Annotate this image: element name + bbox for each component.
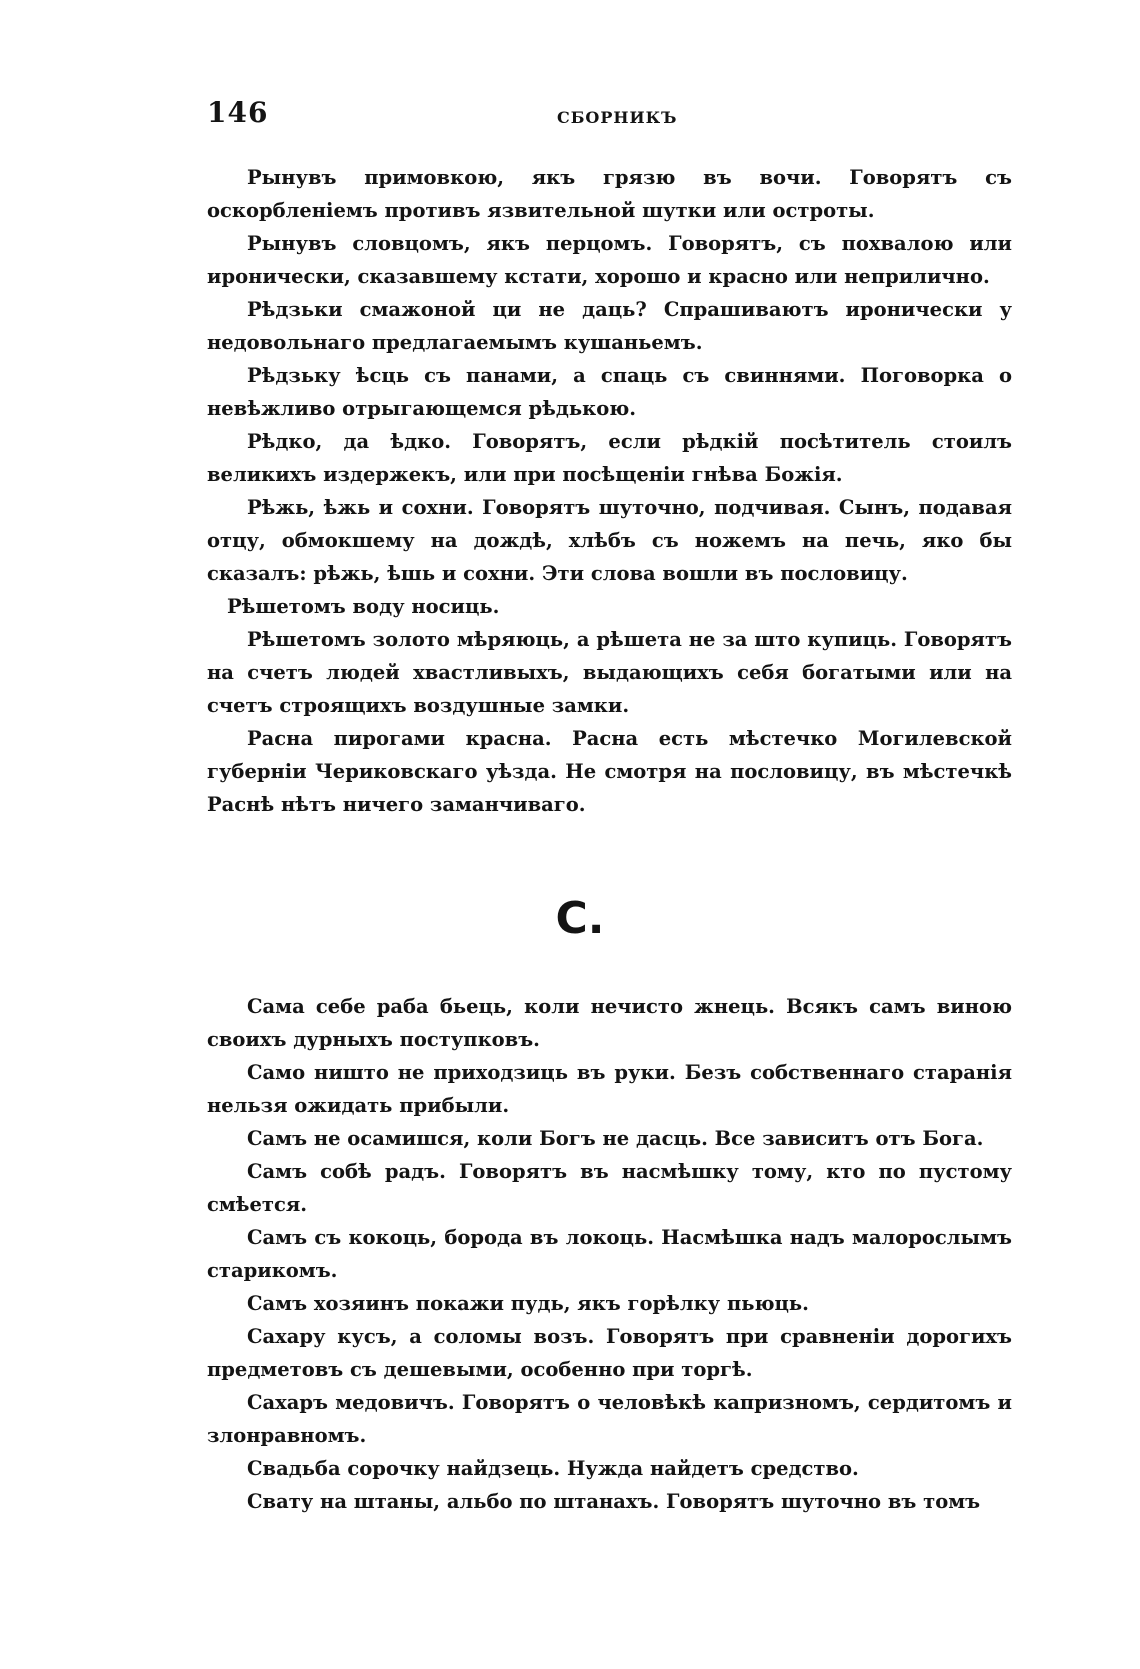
entry-paragraph: Свату на штаны, альбо по штанахъ. Говорятъ шуточно въ томъ — [247, 1490, 981, 1513]
entry-paragraph: Само ништо не приходзиць въ руки. Безъ собственнаго старанія нельзя ожидать прибыли. — [207, 1061, 1012, 1117]
entry-paragraph: Расна пирогами красна. Расна есть мѣстечко Могилевской губерніи Чериковскаго уѣзда. Не смотря на пословицу, въ мѣстечкѣ Раснѣ нѣтъ ничего заманчиваго. — [207, 727, 1012, 816]
entry-paragraph: Самъ хозяинъ покажи пудь, якъ горѣлку пьюць. — [247, 1292, 809, 1315]
entries-block-r — [207, 161, 1012, 821]
entry-paragraph: Самъ не осамишся, коли Богъ не дасць. Все зависитъ отъ Бога. — [247, 1127, 984, 1150]
entry-paragraph: Сахаръ медовичъ. Говорятъ о человѣкѣ капризномъ, сердитомъ и злонравномъ. — [207, 1391, 1012, 1447]
entry-paragraph: Рѣдзьку ѣсць съ панами, а спаць съ свиннями. Поговорка о невѣжливо отрыгающемся рѣдькою. — [207, 364, 1012, 420]
entry-paragraph: Свадьба сорочку найдзець. Нужда найдетъ средство. — [247, 1457, 859, 1480]
section-heading-letter: С. — [555, 893, 605, 944]
entry-paragraph: Рѣшетомъ воду носиць. — [227, 595, 500, 618]
entry-paragraph: Рынувъ примовкою, якъ грязю въ вочи. Говорятъ съ оскорбленіемъ противъ язвительной шутки или остроты. — [207, 166, 1012, 222]
entry-paragraph: Самъ собѣ радъ. Говорятъ въ насмѣшку тому, кто по пустому смѣется. — [207, 1160, 1012, 1216]
entries-block-s — [207, 990, 1012, 1518]
entry-paragraph: Сахару кусъ, а соломы возъ. Говорятъ при сравненіи дорогихъ предметовъ съ дешевыми, особенно при торгѣ. — [207, 1325, 1012, 1381]
entry-paragraph: Рѣшетомъ золото мѣряюць, а рѣшета не за што купиць. Говорятъ на счетъ людей хвастливыхъ, выдающихъ себя богатыми или на счетъ строящихъ воздушные замки. — [207, 628, 1012, 717]
entry-paragraph: Рѣдко, да ѣдко. Говорятъ, если рѣдкій посѣтитель стоилъ великихъ издержекъ, или при посѣщеніи гнѣва Божія. — [207, 430, 1012, 486]
entry-paragraph: Сама себе раба бьець, коли нечисто жнець. Всякъ самъ виною своихъ дурныхъ поступковъ. — [207, 995, 1012, 1051]
entry-paragraph: Рынувъ словцомъ, якъ перцомъ. Говорятъ, съ похвалою или иронически, сказавшему кстати, хорошо и красно или неприлично. — [207, 232, 1012, 288]
running-title: СБОРНИКЪ — [557, 108, 678, 127]
entry-paragraph: Рѣжь, ѣжь и сохни. Говорятъ шуточно, подчивая. Сынъ, подавая отцу, обмокшему на дождѣ, хлѣбъ съ ножемъ на печь, яко бы сказалъ: рѣжь, ѣшь и сохни. Эти слова вошли въ пословицу. — [207, 496, 1012, 585]
entry-paragraph: Рѣдзьки смажоной ци не даць? Спрашиваютъ иронически у недовольнаго предлагаемымъ кушаньемъ. — [207, 298, 1012, 354]
entry-paragraph: Самъ съ кокоць, борода въ локоць. Насмѣшка надъ малорослымъ старикомъ. — [207, 1226, 1012, 1282]
page-number: 146 — [207, 96, 269, 129]
page-header — [207, 96, 1019, 136]
